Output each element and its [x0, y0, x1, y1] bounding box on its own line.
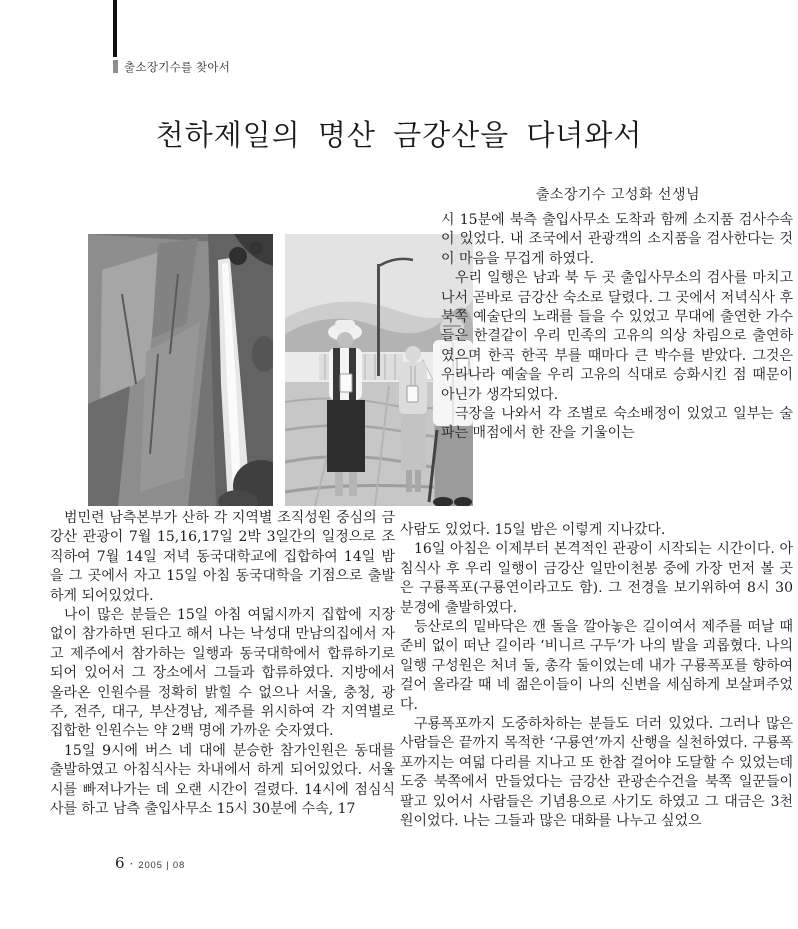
paragraph: 시 15분에 북측 출입사무소 도착과 함께 소지품 검사수속이 있었다. 내 조국에서 관광객의 소지품을 검사한다는 것이 마음을 무겁게 하였다.: [441, 212, 793, 267]
paragraph: 16일 아침은 이제부터 본격적인 관광이 시작되는 시간이다. 아침식사 후 우리 일행이 금강산 일만이천봉 중에 가장 먼저 볼 곳은 구룡폭포(구룡연이라고도 함). 그 전경을 보기위하여 8시 30분경에 출발하였다.: [400, 541, 793, 616]
paragraph: 사람도 있었다. 15일 밤은 이렇게 지나갔다.: [400, 522, 666, 538]
paragraph: 범민련 남측본부가 산하 각 지역별 조직성원 중심의 금강산 관광이 7월 15,16,17일 2박 3일간의 일정으로 조직하여 7월 14일 저녁 동국대학교에 집합하여 14일 밤을 그 곳에서 자고 15일 아침 동국대학을 기점으로 출발하게 되어있었다.: [50, 510, 395, 604]
footer-dot: ·: [129, 857, 134, 871]
page-number: 6: [115, 854, 125, 872]
section-marker-bar-icon: [113, 60, 118, 73]
page-footer: [115, 854, 185, 872]
paragraph: 15일 9시에 버스 네 대에 분승한 참가인원은 동대를 출발하였고 아침식사는 차내에서 하게 되어있었다. 서울시를 빠져나가는 데 오랜 시간이 걸렸다. 14시에 점심식사를 하고 남측 출입사무소 15시 30분에 수속, 17: [50, 742, 395, 818]
paragraph: 우리 일행은 남과 북 두 곳 출입사무소의 검사를 마치고 나서 곧바로 금강산 숙소로 달렸다. 그 곳에서 저녁식사 후 북쪽 예술단의 노래를 들을 수 있었고 무대에 출연한 가수들은 한결같이 우리 민족의 고유의 의상 차림으로 출연하였으며 한곡 한곡 부를 때마다 큰 박수를 받았다. 그것은 우리나라 예술을 우리 고유의 식대로 승화시킨 점 때문이 아닌가 생각되었다.: [441, 270, 793, 403]
section-label: 출소장기수를 찾아서: [124, 61, 231, 74]
byline: 출소장기수 고성화 선생님: [535, 187, 700, 203]
left-text-column: [50, 509, 395, 859]
paragraph: 구룡폭포까지 도중하차하는 분들도 더러 있었다. 그러나 많은 사람들은 끝까지 목적한 ‘구룡연’까지 산행을 실천하였다. 구룡폭포까지는 여덟 다리를 지나고 또 한참 걸어야 도달할 수 있었는데 도중 북쪽에서 만들었다는 금강산 관광손수건을 북쪽 일꾼들이 팔고 있어서 사람들은 기념용으로 사기도 하였고 그 대금은 3천원이었다. 나는 그들과 많은 대화를 나누고 싶었으: [400, 716, 793, 830]
waterfall-photo-art: [88, 234, 273, 506]
paragraph: 나이 많은 분들은 15일 아침 여덟시까지 집합에 지장 없이 참가하면 된다고 해서 나는 낙성대 만남의집에서 자고 제주에서 참가하는 일행과 동국대학에서 합류하기로 되어 있어서 그 장소에서 그들과 합류하였다. 지방에서 올라온 인원수를 정확히 밝힐 수 없으나 서울, 충청, 광주, 전주, 대구, 부산경남, 제주를 위시하여 각 지역별로 집합한 인원수는 약 2백 명에 가까운 숫자였다.: [50, 607, 395, 740]
right-text-column-upper: [441, 211, 793, 511]
page-edge-bar: [113, 0, 117, 57]
right-text-column-lower: [400, 521, 793, 866]
paragraph: 극장을 나와서 각 조별로 숙소배정이 있었고 일부는 술파는 매점에서 한 잔을 기울이는: [441, 406, 793, 442]
article-title: 천하제일의 명산 금강산을 다녀와서: [155, 118, 643, 153]
section-marker: [113, 59, 230, 74]
paragraph: 등산로의 밑바닥은 깬 돌을 깔아놓은 길이여서 제주를 떠날 때 준비 없이 떠난 길이라 ‘비니르 구두’가 나의 발을 괴롭혔다. 나의 일행 구성원은 처녀 둘, 총각 둘이었는데 내가 구룡폭포를 향하여 걸어 올라갈 때 네 젊은이들이 나의 신변을 세심하게 보살펴주었다.: [400, 619, 793, 713]
waterfall-photo: [88, 234, 273, 506]
issue-label: 2005 | 08: [138, 860, 186, 871]
